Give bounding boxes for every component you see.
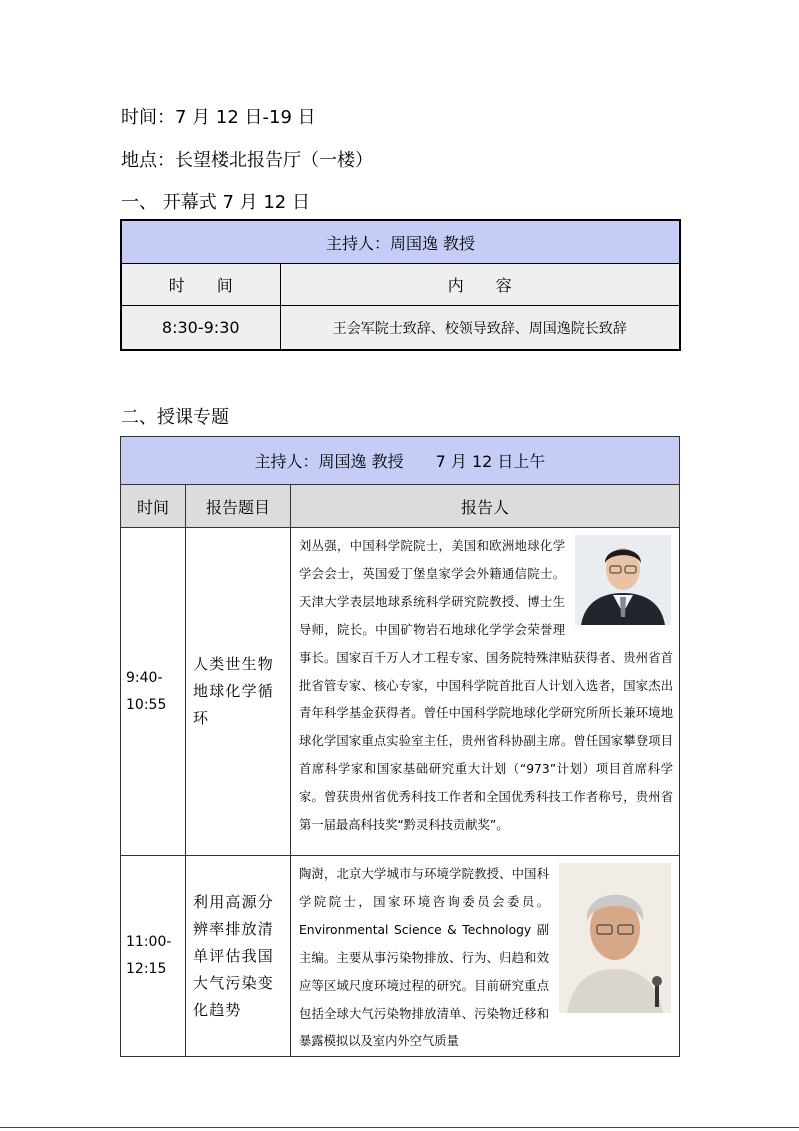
lecture-topic: 人类世生物地球化学循环 bbox=[186, 528, 291, 856]
lectures-host: 主持人：周国逸 教授 7 月 12 日上午 bbox=[121, 437, 680, 485]
speaker-bio: 陶澍，北京大学城市与环境学院教授、中国科学院院士，国家环境咨询委员会委员。Environmental Science & Technology 副主编。主要从事污染物排放、行为、归趋和效应等区域尺度环境过程的研究。目前研究重点包括全球大气污染物排放清单、污染物迁移和暴露模拟以及室内外空气质量 bbox=[299, 867, 549, 1049]
opening-table bbox=[120, 219, 681, 351]
place-line: 地点：长望楼北报告厅（一楼） bbox=[121, 150, 373, 171]
opening-row-content: 王会军院士致辞、校领导致辞、周国逸院长致辞 bbox=[280, 306, 680, 351]
speaker-bio: 刘丛强，中国科学院院士，美国和欧洲地球化学学会会士，英国爱丁堡皇家学会外籍通信院士。天津大学表层地球系统科学研究院教授、博士生导师，院长。中国矿物岩石地球化学学会荣誉理事长。国家百千万人才工程专家、国务院特殊津贴获得者、贵州省首批省管专家、核心专家，中国科学院首批百人计划入选者，国家杰出青年科学基金获得者。曾任中国科学院地球化学研究所所长兼环境地球化学国家重点实验室主任，贵州省科协副主席。曾任国家攀登项目首席科学家和国家基础研究重大计划（“973”计划）项目首席科学家。曾获贵州省优秀科技工作者和全国优秀科技工作者称号，贵州省第一届最高科技奖“黔灵科技贡献奖”。 bbox=[299, 539, 673, 833]
speaker-photo-liu bbox=[575, 535, 671, 625]
lecture-topic: 利用高源分辨率排放清单评估我国大气污染变化趋势 bbox=[186, 856, 291, 1057]
table-row bbox=[121, 856, 680, 1057]
time-line: 时间：7 月 12 日-19 日 bbox=[121, 107, 316, 128]
opening-col-content: 内 容 bbox=[280, 264, 680, 306]
section-opening-title: 一、 开幕式 7 月 12 日 bbox=[121, 192, 310, 213]
lectures-col-time: 时间 bbox=[121, 485, 186, 528]
lectures-col-speaker: 报告人 bbox=[291, 485, 680, 528]
speaker-cell bbox=[291, 856, 680, 1057]
lectures-col-topic: 报告题目 bbox=[186, 485, 291, 528]
speaker-photo-tao bbox=[559, 863, 671, 1013]
table-row bbox=[121, 528, 680, 856]
opening-host: 主持人：周国逸 教授 bbox=[121, 220, 680, 264]
opening-row-time: 8:30-9:30 bbox=[121, 306, 280, 351]
section-lectures-title: 二、授课专题 bbox=[121, 407, 229, 428]
lecture-time: 11:00-12:15 bbox=[121, 856, 186, 1057]
speaker-cell bbox=[291, 528, 680, 856]
lecture-time: 9:40-10:55 bbox=[121, 528, 186, 856]
lectures-table bbox=[120, 436, 680, 1057]
opening-col-time: 时 间 bbox=[121, 264, 280, 306]
page-bottom-divider bbox=[0, 1127, 799, 1128]
